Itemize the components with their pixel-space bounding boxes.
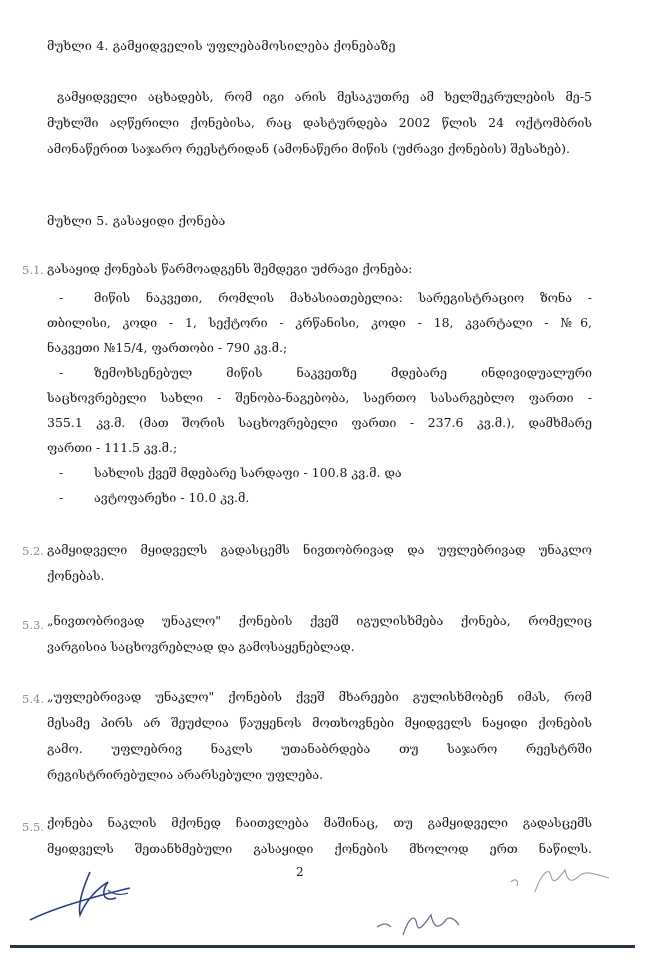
signature-left-icon (20, 860, 140, 930)
clause-5-4-line-2: მესამე პირს არ შეუძლია წაუყენოს მოთხოვნები მყიდველს ნაყიდი ქონების (47, 715, 592, 730)
clause-5-4-line-4: რეგისტრირებულია არარსებული უფლება. (47, 767, 324, 782)
clause-5-5-number: 5.5. (22, 820, 44, 834)
clause-5-3-number: 5.3. (22, 618, 44, 632)
article-4-heading: მუხლი 4. გამყიდველის უფლებამოსილება ქონებაზე (47, 38, 396, 53)
clause-5-3-line-1: „ნივთობრივად უნაკლო" ქონების ქვეშ იგულისხმება ქონება, რომელიც (47, 613, 592, 628)
article-4-line-2: მუხლში აღწერილი ქონებისა, რაც დასტურდება 2002 წლის 24 ოქტომბრის (47, 115, 592, 130)
list-item (47, 360, 592, 385)
house-line-3: 355.1 კვ.მ. (მათ შორის საცხოვრებელი ფართი - 237.6 კვ.მ.), დამხმარე (47, 415, 592, 430)
page-bottom-edge (10, 945, 635, 948)
clause-5-4-line-1: „უფლებრივად უნაკლო" ქონების ქვეშ მხარეები გულისხმობენ იმას, რომ (47, 689, 592, 704)
signature-right-icon (505, 860, 615, 900)
land-plot-line-1: მიწის ნაკვეთი, რომლის მახასიათებელია: სარეგისტრაციო ზონა - (94, 290, 592, 305)
clause-5-4-number: 5.4. (22, 692, 44, 706)
clause-5-1-text: გასაყიდ ქონებას წარმოადგენს შემდეგი უძრავი ქონება: (47, 261, 413, 276)
clause-5-2-number: 5.2. (22, 544, 44, 558)
clause-5-4-line-3: გამო. უფლებრივ ნაკლს უთანაბრდება თუ საჯარო რეესტრში (47, 741, 592, 756)
basement-line: სახლის ქვეშ მდებარე სარდაფი - 100.8 კვ.მ. და (94, 465, 402, 480)
land-plot-line-3: ნაკვეთი №15/4, ფართობი - 790 კვ.მ.; (47, 340, 288, 355)
article-4-body (47, 84, 592, 162)
land-plot-line-2: თბილისი, კოდი - 1, სექტორი - კრწანისი, კოდი - 18, კვარტალი - №6, (47, 315, 592, 330)
clause-5-2-text (47, 537, 592, 589)
house-line-4: ფართი - 111.5 კვ.მ.; (47, 440, 178, 455)
clause-5-3-text (47, 608, 592, 660)
property-list (47, 285, 592, 510)
bullet-dash: - (59, 365, 64, 380)
bullet-dash: - (59, 465, 64, 480)
clause-5-1-number: 5.1. (22, 263, 44, 277)
clause-5-5-text (47, 810, 592, 862)
house-line-2: საცხოვრებელი სახლი - შენობა-ნაგებობა, საერთო სასარგებლო ფართი - (47, 390, 592, 405)
clause-5-5-line-2: მყიდველს შეთანხმებული გასაყიდი ქონების მხოლოდ ერთ ნაწილს. (47, 841, 592, 856)
clause-5-4-text (47, 684, 592, 788)
list-item (47, 460, 592, 485)
signature-bottom-icon (375, 905, 485, 945)
clause-5-2-line-2: ქონებას. (47, 568, 105, 583)
article-5-heading: მუხლი 5. გასაყიდი ქონება (47, 213, 226, 228)
bullet-dash: - (59, 290, 64, 305)
bullet-dash: - (59, 490, 64, 505)
list-item (47, 285, 592, 310)
page-number: 2 (296, 865, 304, 879)
article-4-line-3: ამონაწერით საჯარო რეესტრიდან (ამონაწერი მიწის (უძრავი ქონების) შესახებ). (47, 141, 570, 156)
garage-line: ავტოფარეხი - 10.0 კვ.მ. (94, 490, 250, 505)
house-line-1: ზემოხსენებულ მიწის ნაკვეთზე მდებარე ინდივიდუალური (94, 365, 592, 380)
clause-5-5-line-1: ქონება ნაკლის მქონედ ჩაითვლება მაშინაც, თუ გამყიდველი გადასცემს (47, 815, 592, 830)
article-4-line-1: გამყიდველი აცხადებს, რომ იგი არის მესაკუთრე ამ ხელშეკრულების მე-5 (57, 89, 592, 104)
list-item (47, 485, 592, 510)
clause-5-3-line-2: ვარგისია საცხოვრებლად და გამოსაყენებლად. (47, 639, 355, 654)
clause-5-2-line-1: გამყიდველი მყიდველს გადასცემს ნივთობრივად და უფლებრივად უნაკლო (47, 542, 592, 557)
